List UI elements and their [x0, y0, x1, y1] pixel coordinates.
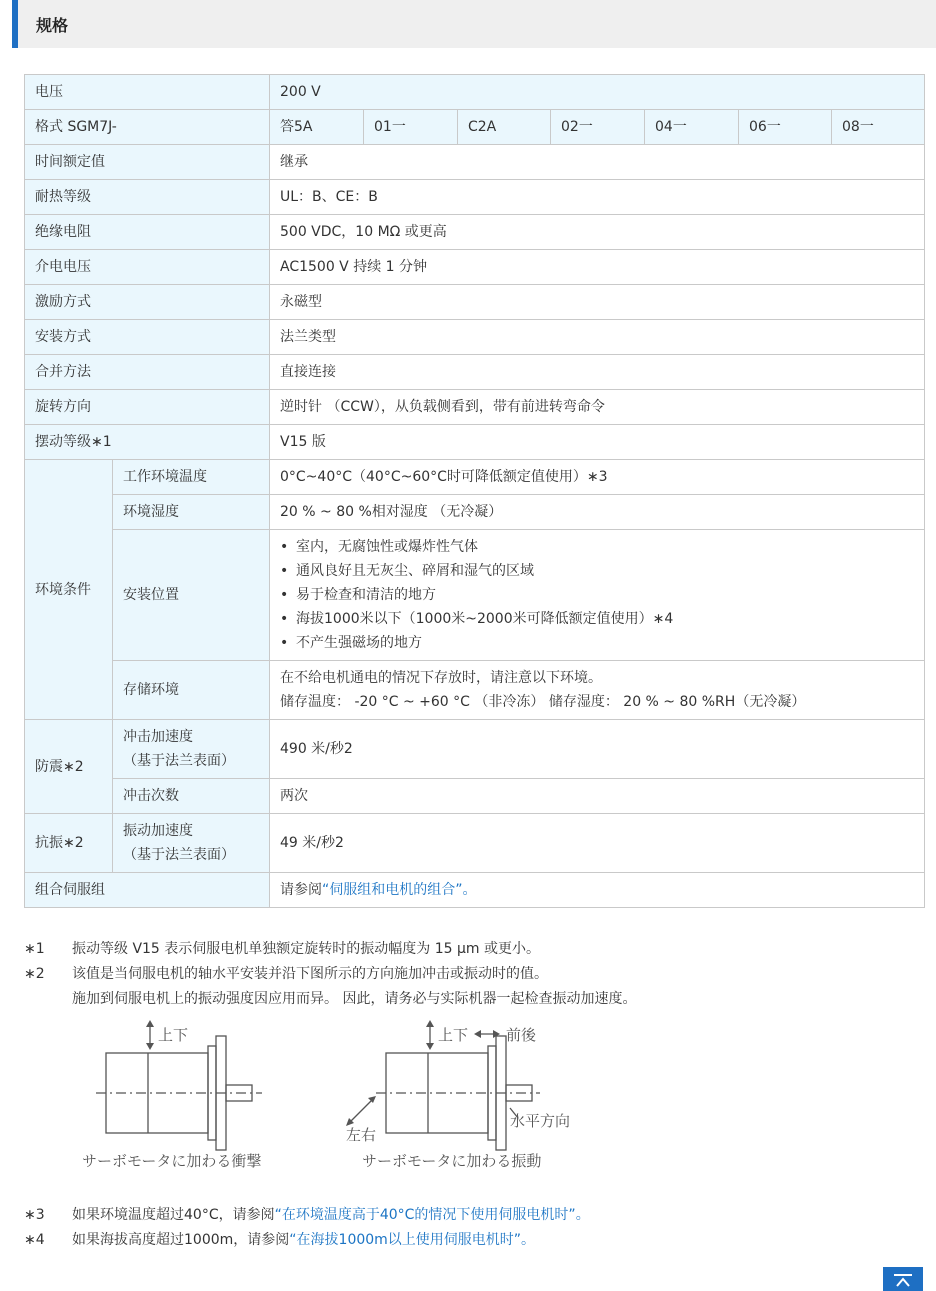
- list-item: • 易于检查和清洁的地方: [280, 583, 914, 607]
- row-value: [270, 530, 925, 661]
- row-value: 0°C~40°C（40°C~60°C时可降低额定值使用）∗3: [270, 460, 925, 495]
- footnotes-2: [24, 1203, 904, 1253]
- row-label: [113, 720, 270, 779]
- list-item: • 不产生强磁场的地方: [280, 631, 914, 655]
- row-value: 500 VDC，10 MΩ 或更高: [270, 215, 925, 250]
- table-row: [25, 180, 925, 215]
- footnote: [24, 962, 904, 1012]
- footnote-prefix: 如果海拔高度超过1000m，请参阅: [72, 1232, 290, 1248]
- table-row: [25, 215, 925, 250]
- list-item: • 室内，无腐蚀性或爆炸性气体: [280, 535, 914, 559]
- row-label: 工作环境温度: [113, 460, 270, 495]
- row-value: 直接连接: [270, 355, 925, 390]
- row-label: 冲击次数: [113, 779, 270, 814]
- label-line: （基于法兰表面）: [123, 847, 235, 863]
- row-label: 存储环境: [113, 661, 270, 720]
- model-code: 答5A: [270, 110, 364, 145]
- list-item: • 海拔1000米以下（1000米~2000米可降低额定值使用）∗4: [280, 607, 914, 631]
- row-label: 时间额定值: [25, 145, 270, 180]
- table-row: [25, 285, 925, 320]
- footnote: [24, 937, 904, 962]
- table-row: [25, 390, 925, 425]
- caption-right: サーボモータに加わる振動: [362, 1152, 542, 1170]
- row-label: 格式 SGM7J-: [25, 110, 270, 145]
- footnote-prefix: 如果环境温度超过40°C，请参阅: [72, 1207, 275, 1223]
- footnote-mark: ∗2: [24, 966, 45, 982]
- servo-combination-link[interactable]: “伺服组和电机的组合”。: [322, 882, 477, 898]
- row-value: 20 % ~ 80 %相对湿度 （无冷凝）: [270, 495, 925, 530]
- frontback-label: 前後: [506, 1026, 537, 1044]
- row-label: 耐热等级: [25, 180, 270, 215]
- row-value: 490 米/秒2: [270, 720, 925, 779]
- table-row: [25, 250, 925, 285]
- spec-table: [24, 74, 925, 908]
- row-value: 继承: [270, 145, 925, 180]
- footnote-mark: ∗3: [24, 1207, 45, 1223]
- servo-prefix: 请参阅: [280, 882, 322, 898]
- table-row: [25, 75, 925, 110]
- storage-line: 储存温度： -20 °C ~ +60 °C （非冷冻） 储存湿度： 20 % ~ 80 %RH（无冷凝）: [280, 694, 806, 710]
- row-label: 摆动等级∗1: [25, 425, 270, 460]
- label-line: 冲击加速度: [123, 729, 193, 745]
- footnote-text: [72, 1228, 904, 1253]
- model-code: 04一: [645, 110, 739, 145]
- row-value: 49 米/秒2: [270, 814, 925, 873]
- group-label: 抗振∗2: [25, 814, 113, 873]
- group-label: 环境条件: [25, 460, 113, 720]
- row-label: 介电电压: [25, 250, 270, 285]
- shock-vibration-diagram: [78, 1018, 598, 1178]
- section-title: 规格: [36, 16, 69, 35]
- footnote: [24, 1228, 904, 1253]
- arrow-up-icon: [893, 1274, 913, 1290]
- back-to-top-button[interactable]: [883, 1267, 923, 1291]
- table-row: [25, 873, 925, 908]
- section-header: [12, 0, 936, 48]
- row-label: 组合伺服组: [25, 873, 270, 908]
- row-value: 两次: [270, 779, 925, 814]
- row-value: 逆时针 （CCW），从负载侧看到，带有前进转弯命令: [270, 390, 925, 425]
- footnote-text: [72, 1203, 904, 1228]
- model-code: 01一: [364, 110, 458, 145]
- table-row: [25, 720, 925, 779]
- table-row: [25, 110, 925, 145]
- row-label: [113, 814, 270, 873]
- diagram-svg: [78, 1018, 598, 1178]
- footnote-text: 振动等级 V15 表示伺服电机单独额定旋转时的振动幅度为 15 μm 或更小。: [72, 941, 541, 957]
- model-code: C2A: [458, 110, 551, 145]
- high-altitude-link[interactable]: “在海拔1000m以上使用伺服电机时”。: [289, 1232, 536, 1248]
- table-row: [25, 425, 925, 460]
- label-line: 振动加速度: [123, 823, 193, 839]
- model-code: 08一: [832, 110, 925, 145]
- row-value: [270, 873, 925, 908]
- row-value: [270, 661, 925, 720]
- table-row: [25, 530, 925, 661]
- row-value: 法兰类型: [270, 320, 925, 355]
- row-value: AC1500 V 持续 1 分钟: [270, 250, 925, 285]
- leftright-label: 左右: [346, 1126, 377, 1144]
- model-code: 06一: [739, 110, 832, 145]
- table-row: [25, 661, 925, 720]
- row-label: 安装方式: [25, 320, 270, 355]
- row-value: 200 V: [270, 75, 925, 110]
- table-row: [25, 355, 925, 390]
- horizontal-label: 水平方向: [510, 1112, 571, 1130]
- model-code: 02一: [551, 110, 645, 145]
- table-row: [25, 814, 925, 873]
- footnote-mark: ∗1: [24, 941, 45, 957]
- footnote-line: 施加到伺服电机上的振动强度因应用而异。 因此，请务必与实际机器一起检查振动加速度。: [72, 991, 637, 1007]
- footnote: [24, 1203, 904, 1228]
- footnote-mark: ∗4: [24, 1232, 45, 1248]
- group-label: 防震∗2: [25, 720, 113, 814]
- row-label: 激励方式: [25, 285, 270, 320]
- row-label: 环境湿度: [113, 495, 270, 530]
- caption-left: サーボモータに加わる衝撃: [82, 1152, 262, 1170]
- location-list: [280, 535, 914, 655]
- list-item: • 通风良好且无灰尘、碎屑和湿气的区域: [280, 559, 914, 583]
- row-label: 安装位置: [113, 530, 270, 661]
- row-label: 合并方法: [25, 355, 270, 390]
- row-label: 旋转方向: [25, 390, 270, 425]
- updown-label-right: 上下: [438, 1026, 469, 1044]
- row-label: 绝缘电阻: [25, 215, 270, 250]
- footnote-text: [72, 962, 904, 1012]
- table-row: [25, 460, 925, 495]
- row-label: 电压: [25, 75, 270, 110]
- table-row: [25, 779, 925, 814]
- table-row: [25, 145, 925, 180]
- table-row: [25, 320, 925, 355]
- row-value: V15 版: [270, 425, 925, 460]
- row-value: 永磁型: [270, 285, 925, 320]
- high-temp-link[interactable]: “在环境温度高于40°C的情况下使用伺服电机时”。: [274, 1207, 590, 1223]
- row-value: UL：B、CE：B: [270, 180, 925, 215]
- storage-line: 在不给电机通电的情况下存放时，请注意以下环境。: [280, 670, 602, 686]
- table-row: [25, 495, 925, 530]
- footnotes: [24, 937, 904, 1012]
- footnote-line: 该值是当伺服电机的轴水平安装并沿下图所示的方向施加冲击或振动时的值。: [72, 966, 548, 982]
- updown-label-left: 上下: [158, 1026, 189, 1044]
- label-line: （基于法兰表面）: [123, 753, 235, 769]
